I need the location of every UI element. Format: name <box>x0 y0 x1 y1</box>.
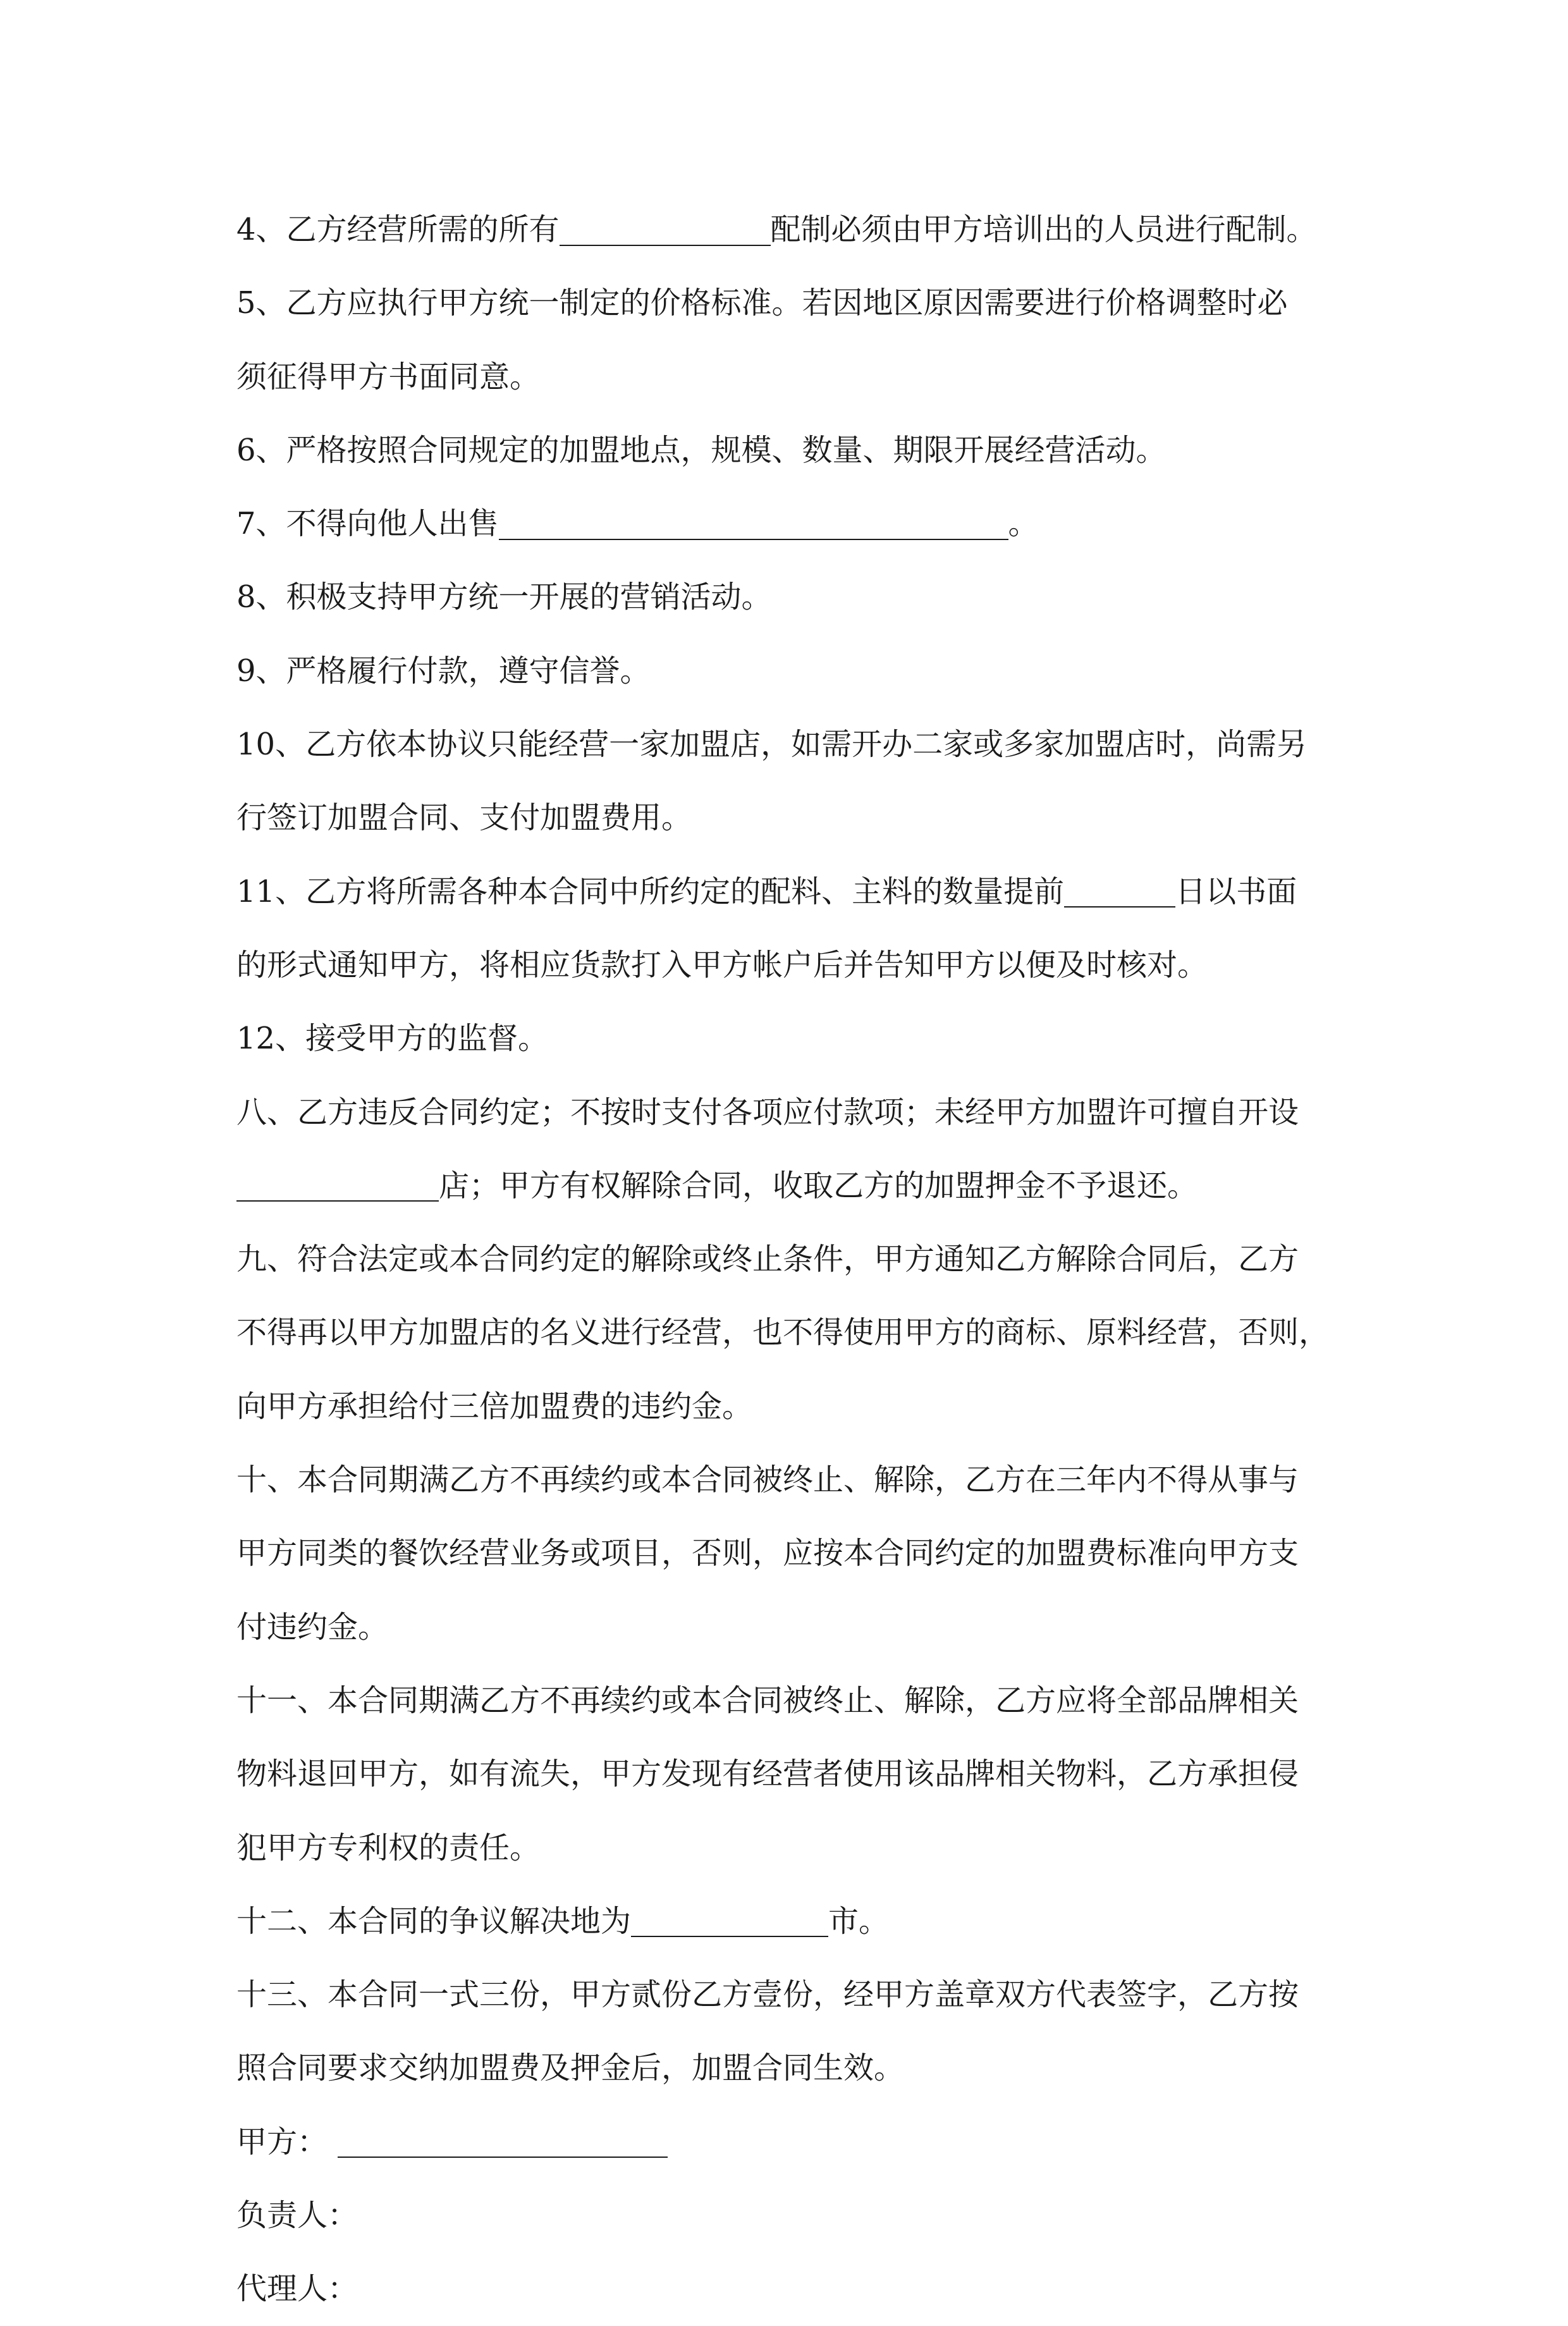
clause-8 <box>236 560 1349 634</box>
clause-text: 10、乙方依本协议只能经营一家加盟店，如需开办二家或多家加盟店时，尚需另 <box>236 727 1308 763</box>
clause-text: 日以书面 <box>1175 873 1297 909</box>
clause-4 <box>236 193 1349 266</box>
signature-label: 代理人： <box>236 2271 358 2307</box>
clause-10 <box>236 708 1349 781</box>
signature-responsible <box>236 2179 1349 2252</box>
clause-5 <box>236 266 1349 340</box>
clause-text: 十三、本合同一式三份，甲方贰份乙方壹份，经甲方盖章双方代表签字，乙方按 <box>236 1977 1299 2013</box>
fill-in-blank[interactable] <box>560 212 771 245</box>
fill-in-blank[interactable] <box>631 1904 828 1937</box>
clause-text: 7、不得向他人出售 <box>236 506 499 542</box>
clause-text: 八、乙方违反合同约定；不按时支付各项应付款项；未经甲方加盟许可擅自开设 <box>236 1094 1299 1130</box>
article-8-cont <box>236 1149 1349 1222</box>
clause-11 <box>236 855 1349 928</box>
article-11 <box>236 1664 1349 1737</box>
clause-text: 11、乙方将所需各种本合同中所约定的配料、主料的数量提前 <box>236 873 1065 909</box>
fill-in-blank[interactable] <box>1064 875 1175 908</box>
article-10-cont <box>236 1591 1349 1664</box>
clause-7 <box>236 487 1349 560</box>
clause-text: 甲方同类的餐饮经营业务或项目，否则，应按本合同约定的加盟费标准向甲方支 <box>236 1535 1299 1572</box>
clause-text: 12、接受甲方的监督。 <box>236 1021 549 1057</box>
article-12 <box>236 1885 1349 1958</box>
article-9 <box>236 1222 1349 1296</box>
clause-text: 8、积极支持甲方统一开展的营销活动。 <box>236 579 772 615</box>
article-13-cont <box>236 2031 1349 2105</box>
clause-text: 行签订加盟合同、支付加盟费用。 <box>236 800 692 836</box>
clause-12 <box>236 1002 1349 1075</box>
contract-body <box>236 193 1349 2326</box>
clause-text: 十二、本合同的争议解决地为 <box>236 1903 632 1939</box>
clause-text: 十一、本合同期满乙方不再续约或本合同被终止、解除，乙方应将全部品牌相关 <box>236 1682 1299 1718</box>
clause-text: 的形式通知甲方，将相应货款打入甲方帐户后并告知甲方以便及时核对。 <box>236 947 1208 983</box>
article-10-cont <box>236 1517 1349 1590</box>
clause-11-cont <box>236 928 1349 1002</box>
clause-text: 犯甲方专利权的责任。 <box>236 1830 541 1866</box>
clause-text: 须征得甲方书面同意。 <box>236 359 541 395</box>
clause-text: 向甲方承担给付三倍加盟费的违约金。 <box>236 1388 753 1424</box>
clause-text: 九、符合法定或本合同约定的解除或终止条件，甲方通知乙方解除合同后，乙方 <box>236 1241 1299 1277</box>
article-11-cont <box>236 1737 1349 1811</box>
signature-label: 负责人： <box>236 2198 358 2234</box>
clause-text: 6、严格按照合同规定的加盟地点，规模、数量、期限开展经营活动。 <box>236 432 1167 468</box>
article-13 <box>236 1958 1349 2031</box>
clause-text: 不得再以甲方加盟店的名义进行经营，也不得使用甲方的商标、原料经营，否则， <box>236 1315 1330 1351</box>
article-11-cont <box>236 1811 1349 1885</box>
clause-5-cont <box>236 340 1349 414</box>
clause-text: 配制必须由甲方培训出的人员进行配制。 <box>770 212 1317 247</box>
clause-text: 市。 <box>828 1903 890 1939</box>
clause-text: 。 <box>1008 506 1039 542</box>
clause-text: 9、严格履行付款，遵守信誉。 <box>236 653 651 689</box>
clause-text: 4、乙方经营所需的所有 <box>236 212 560 247</box>
clause-text: 店；甲方有权解除合同，收取乙方的加盟押金不予退还。 <box>439 1167 1198 1203</box>
clause-text: 付违约金。 <box>236 1609 389 1645</box>
article-9-cont <box>236 1370 1349 1443</box>
signature-agent <box>236 2252 1349 2325</box>
clause-9 <box>236 634 1349 708</box>
signature-label: 甲方： <box>236 2124 328 2160</box>
fill-in-blank[interactable] <box>499 507 1008 539</box>
clause-10-cont <box>236 781 1349 854</box>
clause-text: 5、乙方应执行甲方统一制定的价格标准。若因地区原因需要进行价格调整时必 <box>236 285 1288 321</box>
signature-party-a <box>236 2105 1349 2179</box>
clause-6 <box>236 414 1349 487</box>
fill-in-blank[interactable] <box>236 1169 439 1202</box>
article-10 <box>236 1443 1349 1517</box>
clause-text: 照合同要求交纳加盟费及押金后，加盟合同生效。 <box>236 2050 905 2086</box>
article-8 <box>236 1076 1349 1149</box>
clause-text: 十、本合同期满乙方不再续约或本合同被终止、解除，乙方在三年内不得从事与 <box>236 1462 1299 1498</box>
clause-text: 物料退回甲方，如有流失，甲方发现有经营者使用该品牌相关物料，乙方承担侵 <box>236 1756 1299 1792</box>
article-9-cont <box>236 1296 1349 1369</box>
signature-blank[interactable] <box>338 2125 668 2158</box>
